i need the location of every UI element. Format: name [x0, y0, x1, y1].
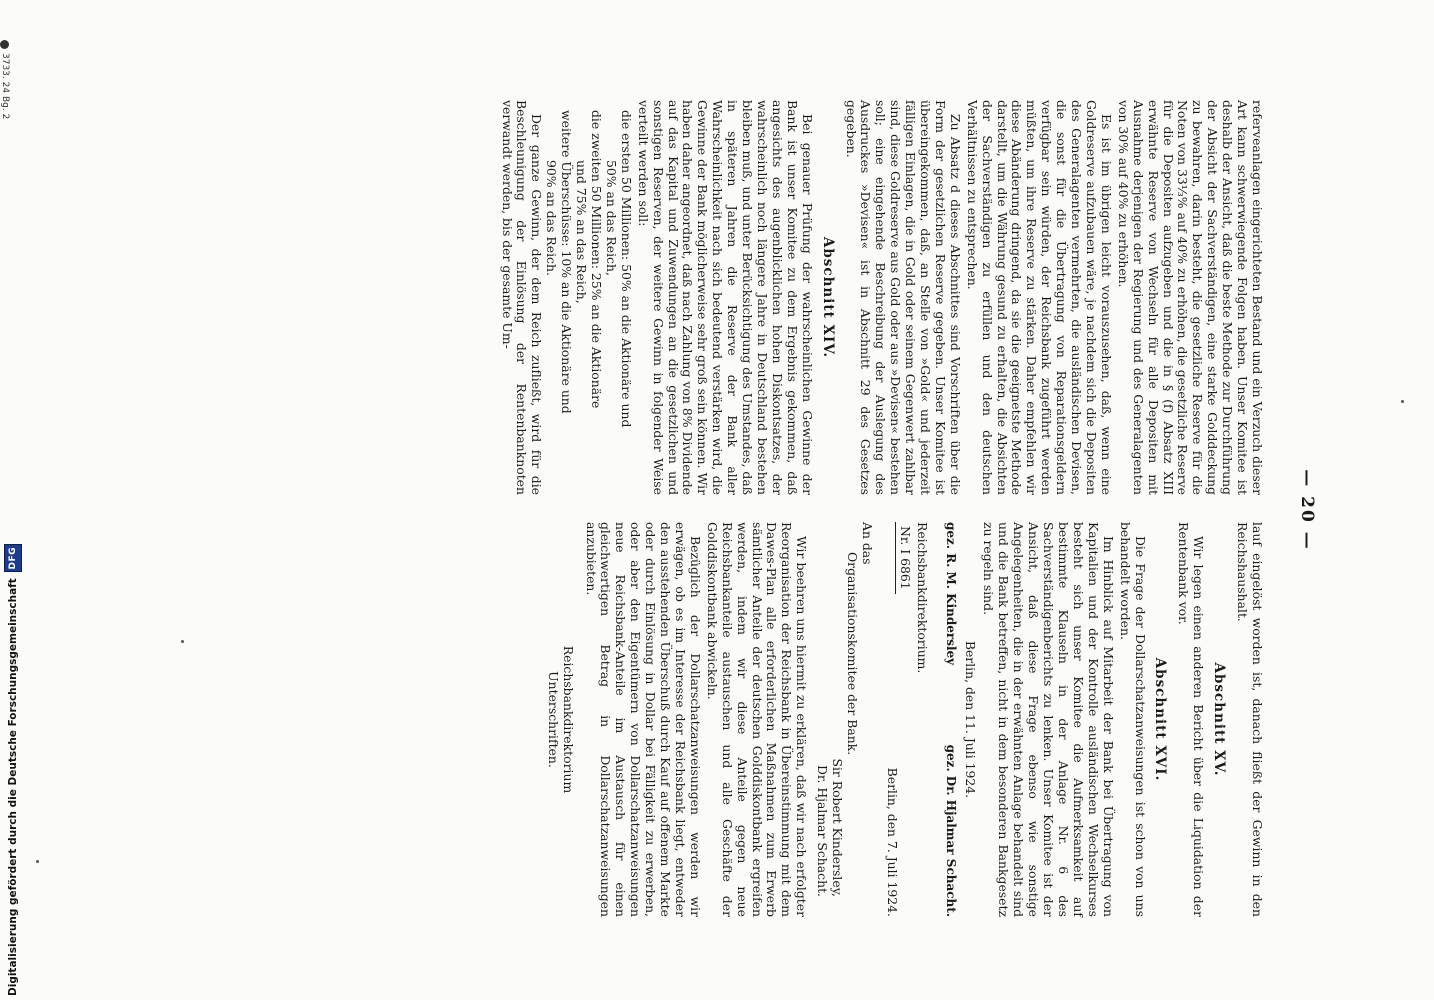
distribution-line: die ersten 50 Millionen: 50% an die Aktionäre und [618, 110, 634, 428]
reference-number: Nr. I 6861 [895, 522, 912, 594]
letter-header [884, 522, 929, 917]
address-person: Dr. Hjalmar Schacht. [815, 764, 831, 897]
dfg-logo: DFG [4, 544, 22, 572]
paragraph: Es ist im übrigen leicht vorauszusehen, daß, wenn eine Goldreserve aufzubauen wäre, je nachdem sich die Depositen des Generalagenten vermehrten, die ausländischen Devisen, die sonst für die Übertragung von Reparationsgeldern verfügbar sein würden, der Reichsbank zugeführt werden müßten, um ihre Reserve zu stärken. Daher empfehlen wir diese Abänderung dringend, da sie die geeignetste Methode darstellt, um die Währung gesund zu erhalten, die Absichten der Sachverständigen zu erfüllen und den deutschen Verhältnissen zu entsprechen. [964, 100, 1114, 495]
sender-name: Reichsbankdirektorium. [914, 522, 930, 674]
paragraph: Bezüglich der Dollarschatzanweisungen werden wir erwägen, ob es im Interesse der Reichsbank liegt, entweder den ausstehenden Überschuß durch Kauf auf offenem Markte oder durch Einlösung in Dollar bei Fälligkeit zu erwerben, oder aber den Eigentümern von Dollarschatzanweisungen neue Reichsbank-Anteile im Austausch für einen gleichwertigen Betrag in Dollarschatzanweisungen anzubieten. [583, 522, 703, 917]
stamp-text: 3733. 24 Bg. 2 [0, 53, 10, 120]
paragraph: referveanlagen eingerichteten Bestand und ein Verzuch dieser Art kann schwerwiegende Folgen haben. Unser Komitee ist deshalb der Ansicht, daß die beste Methode zur Durchführung der Absicht der Sachverständigen, eine starke Golddeckung zu bewahren, darin besteht, die gesetzliche Reserve für die Noten von 33⅓% auf 40% zu erhöhen, die gesetzliche Reserve für die Depositen aufzugeben und die in § (f) Absatz XIII erwähnte Reserve von Wechseln für alle Depositen mit Ausnahme derjenigen der Regierung und des Generalagenten von 30% auf 40% zu erhöhen. [1115, 100, 1265, 495]
paragraph: lauf eingelöst worden ist, danach fließt der Gewinn in den Reichshaushalt. [1235, 522, 1265, 917]
paragraph: Die Frage der Dollarschatzanweisungen ist schon von uns behandelt worden. [1117, 522, 1148, 917]
paragraph: Im Hinblick auf Mitarbeit der Bank bei Übertragung von Kapitalien und der Kontrolle ausländischen Wechselkurses besteht sich unser Komitee die Aufmerksamkeit auf bestimmte Klauseln in der Anlage Nr. 6 des Sachverständigenberichts zu lenken. Unser Komitee ist der Ansicht, daß diese Frage ebenso wie sonstige Angelegenheiten, die in der erwähnten Anlage behandelt sind und die Bank betreffen, nicht in dem besonderen Bankgesetz zu regeln sind. [981, 522, 1116, 917]
distribution-line: die zweiten 50 Millionen: 25% an die Aktionäre [589, 110, 605, 409]
paragraph: Wir beehren uns hiermit zu erklären, daß wir nach erfolgter Reorganisation der Reichsbank in Übereinstimmung mit dem Dawes-Plan alle erforderlichen Maßnahmen zum Erwerb sämtlicher Anteile der deutschen Golddiskontbank ergreifen werden, indem wir diese Anteile gegen neue Reichsbankanteile austauschen und alle Geschäfte der Golddiskontbank abwickeln. [704, 522, 810, 917]
scan-speck [36, 860, 39, 863]
paragraph: Der ganze Gewinn, der dem Reich zufließt, wird für die Beschleunigung der Einlösung der Rentenbanknoten verwandt werden, bis der gesamte Um- [499, 100, 545, 495]
paragraph: Wir legen einen anderen Bericht über die Liquidation der Rentenbank vor. [1176, 522, 1207, 917]
distribution-line: 90% an das Reich. [544, 160, 560, 276]
section-heading-xv: Abschnitt XV. [1211, 662, 1228, 777]
sender-block [895, 522, 929, 673]
distribution-line: und 75% an das Reich, [574, 160, 590, 304]
left-column [497, 100, 1264, 495]
signer-kindersley: gez. R. M. Kindersley [943, 522, 958, 666]
address-to: An das [859, 522, 875, 565]
signer-schacht: gez. Dr. Hjalmar Schacht. [943, 744, 958, 917]
section-heading-xiv: Abschnitt XIV. [819, 236, 836, 359]
credit-text: Digitalisierung gefördert durch die Deutsche Forschungsgemeinschaft [7, 578, 19, 996]
distribution-line: weitere Überschüsse: 10% an die Aktionäre und [559, 110, 575, 414]
letter-date: Berlin, den 7. Juli 1924. [884, 767, 900, 917]
paragraph: Zu Absatz d dieses Abschnittes sind Vorschriften über die Form der gesetzlichen Reserve gegeben. Unser Komitee ist übereingekommen, daß, an Stelle von »Gold« und jederzeit fälligen Einlagen, die in Gold oder seinem Gegenwert zahlbar sind, diese Goldreserve aus Gold oder aus »Devisen« bestehen soll; eine eingehende Beschreibung der Auslegung des Ausdruckes »Devisen« ist in Abschnitt 29 des Gesetzes gegeben. [843, 100, 963, 495]
scan-speck [181, 640, 184, 643]
right-column [545, 522, 1264, 917]
address-block [814, 522, 874, 917]
scan-speck [1401, 400, 1404, 403]
closing-sender: Reichsbankdirektorium [560, 645, 576, 794]
document-page [74, 100, 1317, 920]
address-person: Sir Robert Kindersley, [830, 758, 846, 897]
closing-signatures: Unterschriften. [545, 671, 561, 768]
signature-block [943, 522, 958, 917]
page-number: — 20 — [1297, 469, 1317, 551]
address-name: Organisationskomitee der Bank. [844, 552, 860, 756]
section-heading-xvi: Abschnitt XVI. [1152, 657, 1169, 782]
paragraph: Bei genauer Prüfung der wahrscheinlichen Gewinne der Bank ist unser Komitee zu dem Ergebnis gekommen, daß angesichts des augenblicklichen hohen Diskontsatzes, der wahrscheinlich noch längere Jahre in Deutschland bestehen bleiben muß, und unter Berücksichtigung des Umstandes, daß in späteren Jahren die Reserve der Bank aller Wahrscheinlichkeit nach sich bedeutend verstärken wird, die Gewinne der Bank möglicherweise sehr groß sein können. Wir haben daher angeordnet, daß nach Zahlung von 8% Dividende auf das Kapital und Zuwendungen an die gesetzlichen und sonstigen Reserven, der weitere Gewinn in folgender Weise verteilt werden soll: [635, 100, 815, 495]
digitization-credit [2, 0, 26, 1000]
date-line: Berlin, den 11. Juli 1924. [962, 640, 978, 799]
distribution-line: 50% an das Reich, [603, 160, 619, 276]
